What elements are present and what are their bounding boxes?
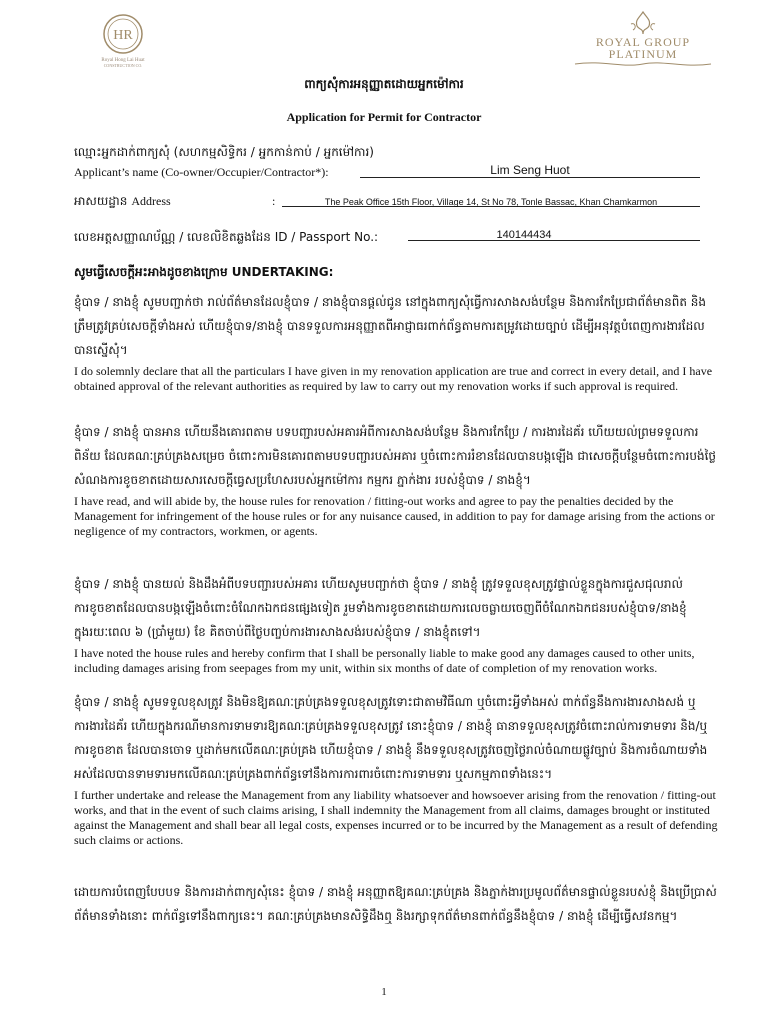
left-logo-subcaption: CONSTRUCTION CO. [103,63,143,68]
paragraph-4-khmer: ខ្ញុំបាទ / នាងខ្ញុំ សូមទទួលខុសត្រូវ និងមិនឱ្យគណៈគ្រប់គ្រងទទួលខុសត្រូវទោះជាតាមវិធីណា ឬចំពោះអ្វីទាំងអស់ ពាក់ព័ន្ធនឹងការងារសាងសង់ ឬការងារដៃគ័រ ហើយក្នុងករណីមានការទាមទារឱ្យគណៈគ្រប់គ្រងទទួលខុសត្រូវ នោះខ្ញុំបាទ / នាងខ្ញុំ ធានាទទួលខុសត្រូវចំពោះរាល់ការទាមទារ និង/ឬការខូចខាត ដែលបានចោទ ឬដាក់មកលើគណៈគ្រប់គ្រង ហើយខ្ញុំបាទ / នាងខ្ញុំ នឹងទទួលខុសត្រូវចេញថ្លៃរាល់ចំណាយផ្លូវច្បាប់ និងការចំណាយទាំងអស់ដែលបានទាមទារមកលើគណៈគ្រប់គ្រងពាក់ព័ន្ធទៅនឹងការការពារចំពោះការទាមទារ ឬសកម្មភាពទាំងនេះ។ [74,695,708,781]
right-logo-line-1: ROYAL GROUP [595,35,691,49]
paragraph-1 [74,290,720,394]
form-title-khmer: ពាក្យសុំការអនុញ្ញាតដោយអ្នកម៉ៅការ [304,77,464,91]
paragraph-4-english: I further undertake and release the Management from any liability whatsoever and howsoever arising from the renovation / fitting-out works, and that in the event of such claims arising, I shall indemnity the Management from all claims, damages brought or instituted against the Management and shall bear all legal costs, expenses incurred or to be incurred by the Management as a result of defending such claims or actions. [74,788,718,847]
left-logo-caption: Royal Hong Lai Huat [101,58,145,63]
address-label: អាសយដ្ឋាន Address [74,194,171,208]
paragraph-5-khmer: ដោយការបំពេញបែបបទ និងការដាក់ពាក្យសុំនេះ ខ្ញុំបាទ / នាងខ្ញុំ អនុញ្ញាតឱ្យគណៈគ្រប់គ្រង និងភ្នាក់ងារប្រមូលព័ត៌មានផ្ទាល់ខ្លួនរបស់ខ្ញុំ និងប្រើប្រាស់ព័ត៌មានទាំងនោះ ពាក់ព័ន្ធទៅនឹងពាក្យនេះ។ គណៈគ្រប់គ្រងមានសិទ្ធិដឹងឮ និងរក្សាទុកព័ត៌មានពាក់ព័ន្ធនឹងខ្ញុំបាទ / នាងខ្ញុំ ដើម្បីធ្វើសវនកម្ម។ [74,885,717,923]
paragraph-1-english: I do solemnly declare that all the particulars I have given in my renovation application are true and correct in every detail, and I have obtained approval of the relevant authorities as required by law to carry out my renovation works if such approval is required. [74,364,713,393]
left-logo [88,12,158,68]
paragraph-2-khmer: ខ្ញុំបាទ / នាងខ្ញុំ បានអាន ហើយនឹងគោរពតាម បទបញ្ជារបស់អគារអំពីការសាងសង់បន្ថែម និងការកែប្រែ / ការងារដៃគ័រ ហើយយល់ព្រមទទួលការពិន័យ ដែលគណៈគ្រប់គ្រងសម្រេច ចំពោះការមិនគោរពតាមបទបញ្ជារបស់អគារ ឬចំពោះការរំខានដែលបានបង្កឡើង ជាសេចក្តីបន្ថែមចំពោះការបង់ថ្លៃសំណងការខូចខាតដោយសារសេចក្តីធ្វេសប្រហែសរបស់អ្នកម៉ៅការ កម្មករ ភ្នាក់ងារ របស់ខ្ញុំបាទ / នាងខ្ញុំ។ [74,425,717,487]
right-logo [568,10,718,68]
applicant-label-khmer: ឈ្មោះអ្នកដាក់ពាក្យសុំ (សហកម្មសិទ្ធិករ / អ្នកកាន់កាប់ / អ្នកម៉ៅការ) [74,145,374,159]
svg-text:HR: HR [113,28,133,43]
crown-fleur-icon [623,10,663,36]
paragraph-2-english: I have read, and will abide by, the house rules for renovation / fitting-out works and agree to pay the penalties decided by the Management for infringement of the house rules or for any nuisance caused, in addition to pay for damage arising from the actions or negligence of my contractors, workmen, or agents. [74,494,715,538]
paragraph-3-english: I have noted the house rules and hereby confirm that I shall be personally liable to make good any damages caused to other units, including damages arising from seepages from my unit, within six months of date of completion of my renovation works. [74,646,695,675]
applicant-name-value: Lim Seng Huot [490,163,570,177]
id-passport-value: 140144434 [496,229,552,241]
address-value: The Peak Office 15th Floor, Village 14, St No 78, Tonle Bassac, Khan Chamkarmon [324,197,658,207]
applicant-name-input[interactable] [360,163,700,178]
paragraph-4 [74,690,720,848]
address-input[interactable] [282,192,700,207]
hr-monogram-icon [101,12,145,56]
id-passport-input[interactable] [408,226,700,241]
address-colon: : [272,194,276,208]
paragraph-1-khmer: ខ្ញុំបាទ / នាងខ្ញុំ សូមបញ្ជាក់ថា រាល់ព័ត៌មានដែលខ្ញុំបាទ / នាងខ្ញុំបានផ្តល់ជូន នៅក្នុងពាក្យសុំធ្វើការសាងសង់បន្ថែម និងការកែប្រែជាព័ត៌មានពិត និងត្រឹមត្រូវគ្រប់សេចក្តីទាំងអស់ ហើយខ្ញុំបាទ/នាងខ្ញុំ បានទទួលការអនុញ្ញាតពីអាជ្ញាធរពាក់ព័ន្ធតាមការតម្រូវដោយច្បាប់ ដើម្បីអនុវត្តបំពេញការងារដែលបានស្នើសុំ។ [74,295,707,357]
page-number: 1 [381,986,387,998]
paragraph-3-khmer: ខ្ញុំបាទ / នាងខ្ញុំ បានយល់ និងដឹងអំពីបទបញ្ជារបស់អគារ ហើយសូមបញ្ជាក់ថា ខ្ញុំបាទ / នាងខ្ញុំ ត្រូវទទួលខុសត្រូវផ្ទាល់ខ្លួនក្នុងការជួសជុលរាល់ការខូចខាតដែលបានបង្កឡើងចំពោះចំណែកឯកជនផ្សេងទៀត រួមទាំងការខូចខាតដោយការលេចធ្លាយចេញពីចំណែកឯកជនរបស់ខ្ញុំបាទ/នាងខ្ញុំ ក្នុងរយៈពេល ៦ (ប្រាំមួយ) ខែ គិតចាប់ពីថ្ងៃបញ្ចប់ការងារសាងសង់របស់ខ្ញុំបាទ / នាងខ្ញុំតទៅ។ [74,577,687,639]
form-title-english: Application for Permit for Contractor [286,110,482,124]
paragraph-2 [74,420,720,539]
applicant-label-english: Applicant’s name (Co-owner/Occupier/Contractor*): [74,165,329,179]
ornament-divider-icon [573,60,713,68]
id-label: លេខអត្តសញ្ញាណប័ណ្ណ / លេខលិខិតឆ្លងដែន ID / Passport No.: [74,230,379,244]
undertaking-heading: សូមធ្វើសេចក្តីអះអាងដូចខាងក្រោម UNDERTAKING: [74,265,334,279]
paragraph-3 [74,572,720,676]
right-logo-line-2: PLATINUM [608,47,678,61]
paragraph-5 [74,880,720,928]
